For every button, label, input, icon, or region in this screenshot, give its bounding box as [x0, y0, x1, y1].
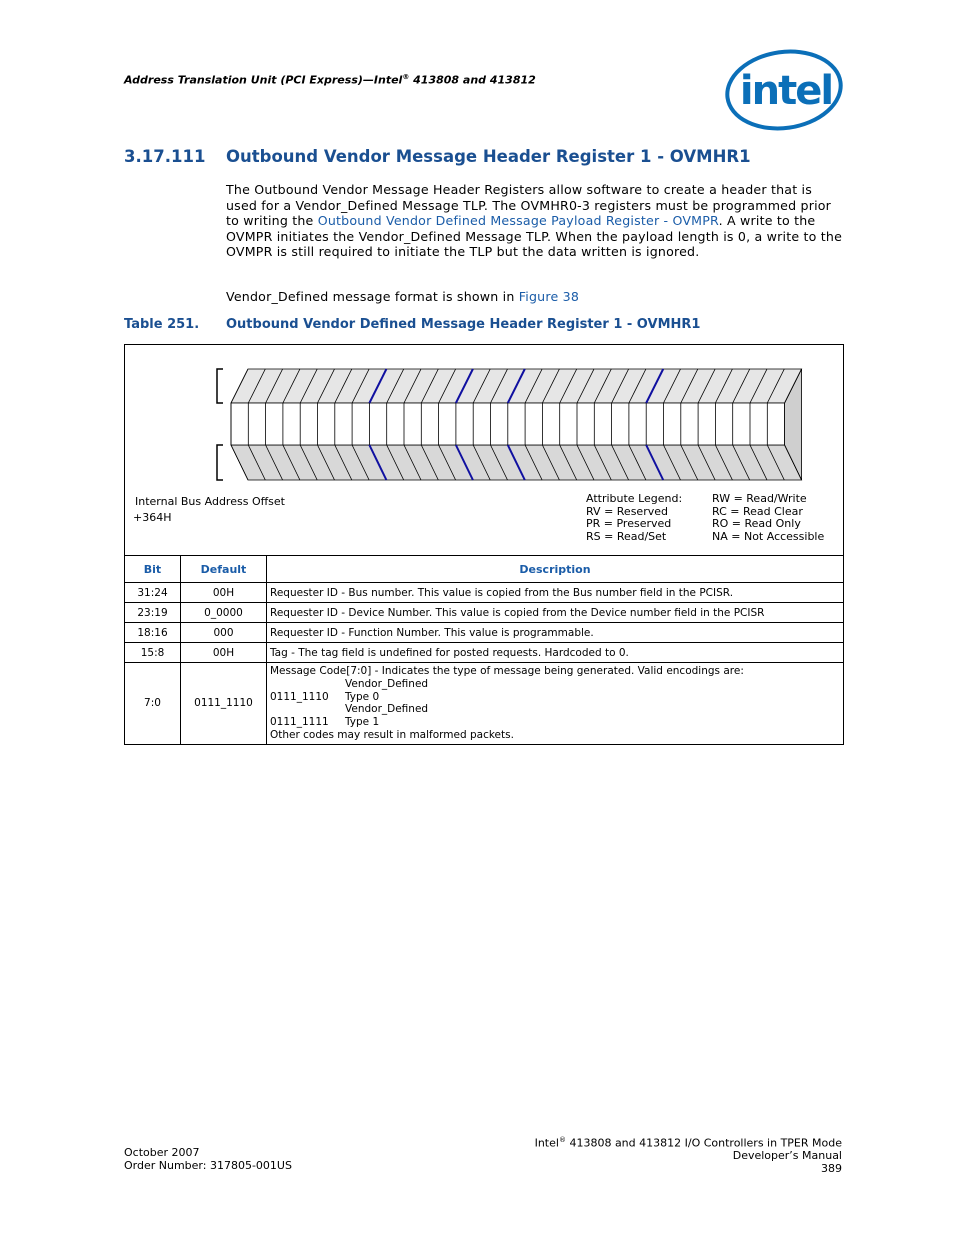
header-default: Default — [181, 556, 267, 583]
format-paragraph: Vendor_Defined message format is shown in Figure 38 — [226, 289, 580, 304]
field-table — [124, 555, 844, 745]
intro-paragraph: The Outbound Vendor Message Header Registers allow software to create a header that is used for a Vendor_Defined Message TLP. The OVMHR0-3 registers must be programmed prior to writing the Outbound Vendor Defined Message Payload Register - OVMPR. A write to the OVMPR initiates the Vendor_Defined Message TLP. When the payload length is 0, a write to the OVMPR is still required to initiate the TLP but the data written is ignored. — [226, 182, 843, 259]
bit-cell: 18:16 — [125, 623, 181, 643]
section-heading — [124, 147, 751, 166]
page-number: 389 — [821, 1161, 842, 1175]
table-row — [125, 623, 844, 643]
footer-right — [535, 1134, 842, 1175]
bit-cell: 15:8 — [125, 643, 181, 663]
header-description: Description — [267, 556, 844, 583]
offset-label: Internal Bus Address Offset — [135, 495, 285, 508]
table-row — [125, 663, 844, 745]
figure-38-link[interactable]: Figure 38 — [518, 289, 580, 304]
footer-manual: Developer’s Manual — [732, 1149, 842, 1163]
description-cell: Requester ID - Device Number. This value is copied from the Device number field in the PCISR — [267, 603, 844, 623]
table-row — [125, 643, 844, 663]
default-cell: 00H — [181, 643, 267, 663]
running-header: Address Translation Unit (PCI Express)—Intel® 413808 and 413812 — [124, 73, 536, 87]
legend-row: PR = Preserved RO = Read Only — [586, 517, 801, 531]
legend-row: Attribute Legend: RW = Read/Write — [586, 492, 807, 505]
default-cell: 000 — [181, 623, 267, 643]
bottom-bracket — [217, 445, 223, 480]
table-number: Table 251. — [124, 317, 200, 332]
legend-row: RS = Read/Set NA = Not Accessible — [586, 530, 825, 544]
top-bracket — [217, 369, 223, 403]
table-title: Outbound Vendor Defined Message Header Register 1 - OVMHR1 — [226, 317, 701, 332]
ovmpr-link[interactable]: Outbound Vendor Defined Message Payload Register - OVMPR — [317, 213, 719, 228]
table-row — [125, 603, 844, 623]
default-cell: 00H — [181, 583, 267, 603]
default-cell: 0111_1110 — [181, 663, 267, 745]
offset-value: +364H — [133, 511, 172, 524]
table-caption — [124, 317, 700, 332]
footer-left — [124, 1147, 292, 1172]
table-row — [125, 583, 844, 603]
bit-cell: 23:19 — [125, 603, 181, 623]
description-cell: Tag - The tag field is undefined for posted requests. Hardcoded to 0. — [267, 643, 844, 663]
description-cell: Requester ID - Bus number. This value is copied from the Bus number field in the PCISR. — [267, 583, 844, 603]
table-header-row — [125, 556, 844, 583]
description-cell: Message Code[7:0] - Indicates the type of message being generated. Valid encodings are: 0111_1110Vendor_Defined Type 0 0111_1111Vendor_Defined Type 1 Other codes may result in malformed packets. — [267, 663, 844, 745]
bit-cell: 7:0 — [125, 663, 181, 745]
bit-cell: 31:24 — [125, 583, 181, 603]
section-title: Outbound Vendor Message Header Register 1 - OVMHR1 — [226, 147, 751, 166]
footer-order-number: Order Number: 317805-001US — [124, 1158, 292, 1172]
section-number: 3.17.111 — [124, 147, 206, 166]
legend-row: RV = Reserved RC = Read Clear — [586, 504, 803, 518]
footer-date: October 2007 — [124, 1146, 200, 1159]
default-cell: 0_0000 — [181, 603, 267, 623]
description-cell: Requester ID - Function Number. This value is programmable. — [267, 623, 844, 643]
attribute-legend — [586, 493, 824, 544]
header-bit: Bit — [125, 556, 181, 583]
intel-logo — [724, 48, 844, 132]
footer-product: Intel® 413808 and 413812 I/O Controllers in TPER Mode — [534, 1136, 842, 1150]
svg-text:intel: intel — [739, 68, 833, 114]
